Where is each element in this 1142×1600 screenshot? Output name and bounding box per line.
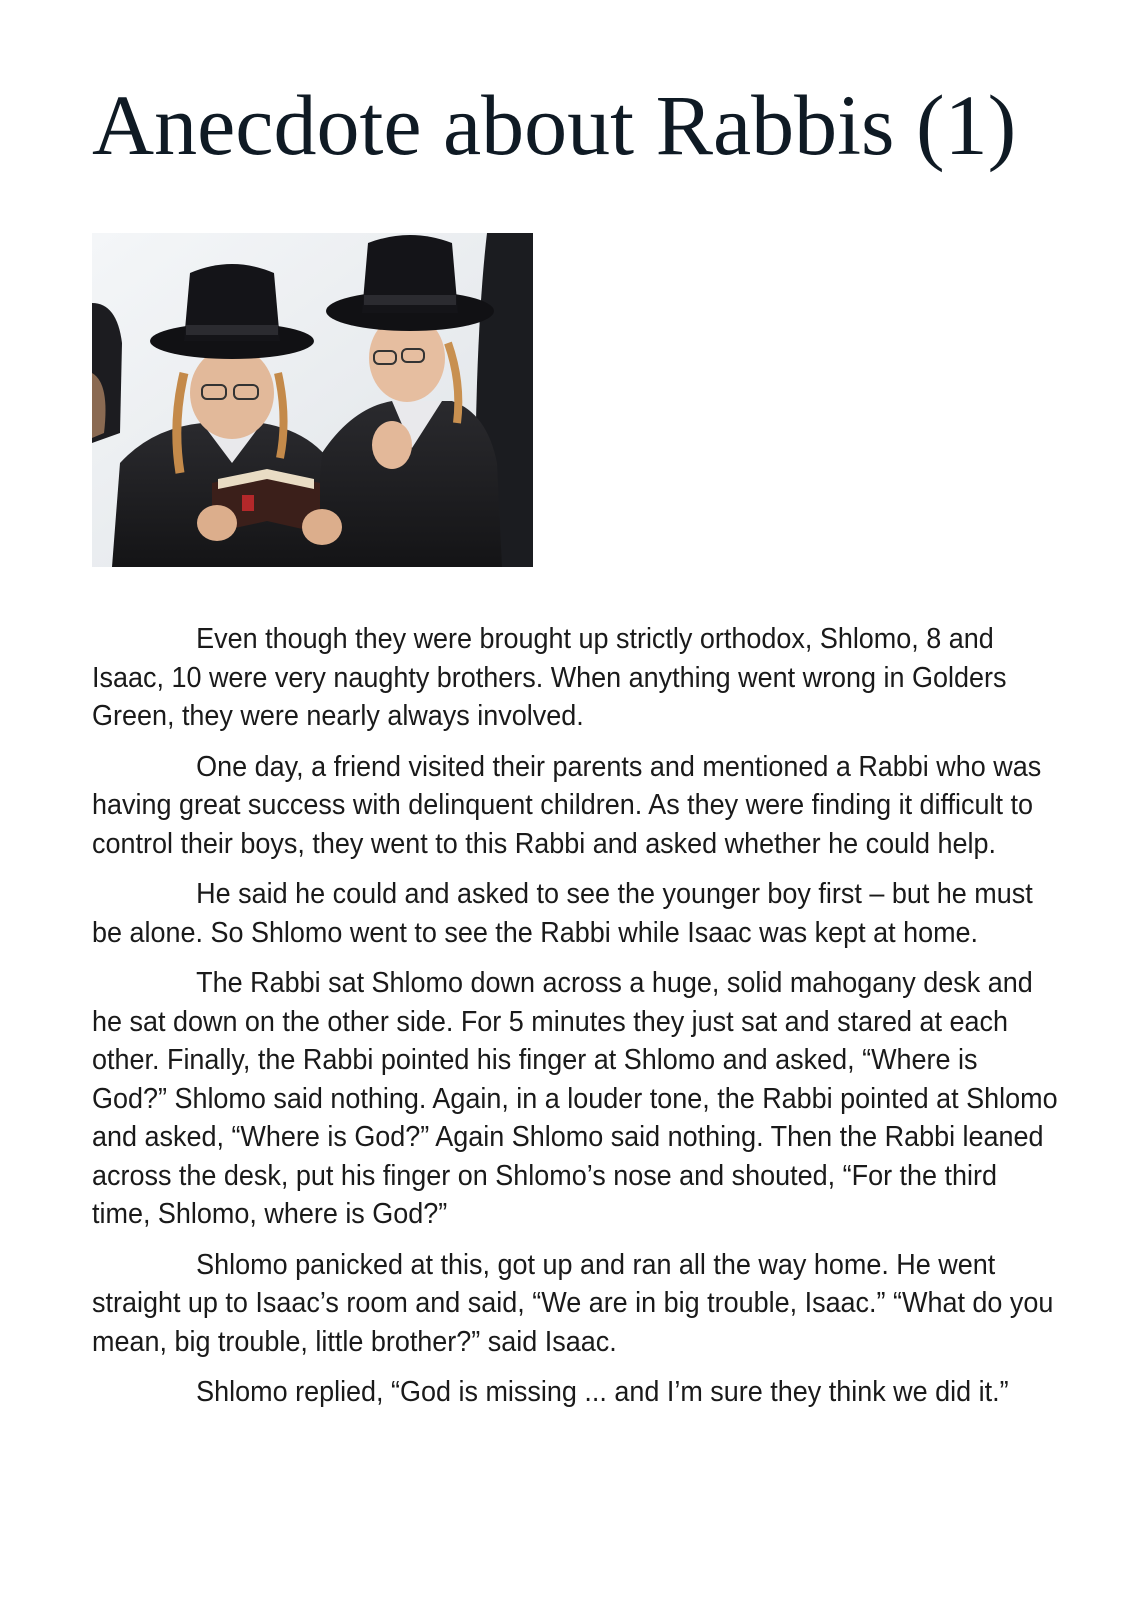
- body-text: [92, 620, 1058, 1424]
- paragraph-5: Shlomo panicked at this, got up and ran all the way home. He went straight up to Isaac’s room and said, “We are in big trouble, Isaac.” “What do you mean, big trouble, little brother?” said Isaac.: [92, 1248, 1054, 1358]
- paragraph-6: Shlomo replied, “God is missing ... and I’m sure they think we did it.”: [196, 1376, 1009, 1408]
- paragraph-4: The Rabbi sat Shlomo down across a huge, solid mahogany desk and he sat down on the other side. For 5 minutes they just sat and stared at each other. Finally, the Rabbi pointed his finger at Shlomo and asked, “Where is God?” Shlomo said nothing. Again, in a louder tone, the Rabbi pointed at Shlomo and asked, “Where is God?” Again Shlomo said nothing. Then the Rabbi leaned across the desk, put his finger on Shlomo’s nose and shouted, “For the third time, Shlomo, where is God?”: [92, 967, 1058, 1230]
- paragraph-1: Even though they were brought up strictly orthodox, Shlomo, 8 and Isaac, 10 were very naughty brothers. When anything went wrong in Golders Green, they were nearly always involved.: [92, 623, 1007, 732]
- photo-two-boys-reading-icon: [92, 233, 533, 567]
- paragraph-2: One day, a friend visited their parents and mentioned a Rabbi who was having great success with delinquent children. As they were finding it difficult to control their boys, they went to this Rabbi and asked whether he could help.: [92, 750, 1042, 860]
- paragraph-3: He said he could and asked to see the younger boy first – but he must be alone. So Shlomo went to see the Rabbi while Isaac was kept at home.: [92, 878, 1033, 949]
- photo: [92, 233, 533, 567]
- page-title: Anecdote about Rabbis (1): [92, 77, 1017, 173]
